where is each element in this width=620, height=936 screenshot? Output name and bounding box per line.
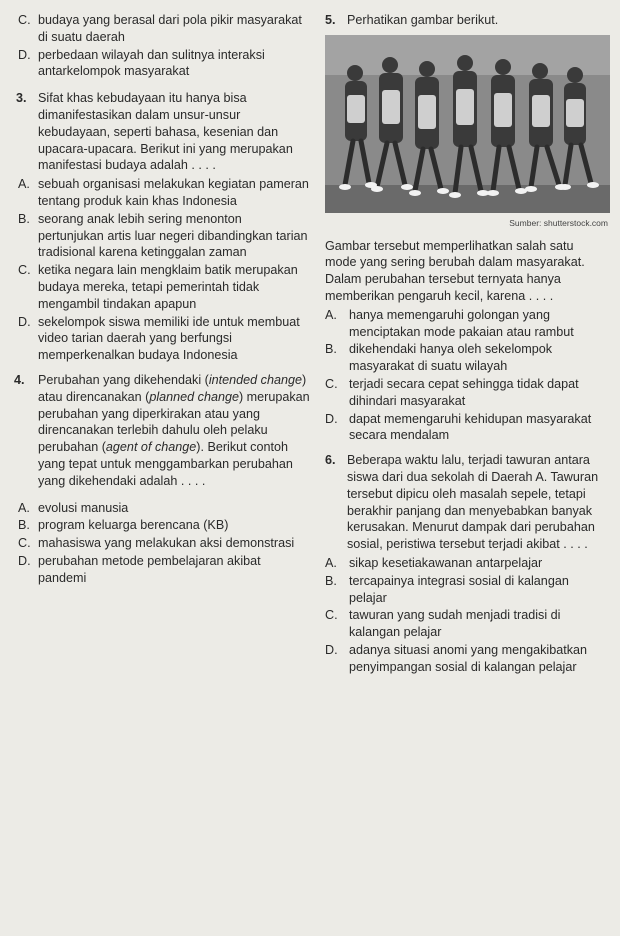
question-text-part: ) atau direncanakan (: [38, 372, 307, 404]
option-letter: B.: [18, 211, 30, 226]
option-letter: A.: [18, 500, 30, 515]
q2-option-c[interactable]: [10, 12, 310, 46]
question-text-italic: intended change: [208, 372, 302, 387]
question-5: [325, 12, 608, 29]
option-text: program keluarga berencana (KB): [38, 518, 229, 533]
option-text: sebuah organisasi melakukan kegiatan pameran tentang produk kain khas Indonesia: [38, 177, 309, 208]
option-text: adanya situasi anomi yang mengakibatkan penyimpangan sosial di kalangan pelajar: [349, 642, 588, 674]
q4-option-a[interactable]: [10, 500, 310, 517]
q6-option-c[interactable]: [325, 607, 608, 641]
q4-option-d[interactable]: [10, 553, 310, 587]
option-letter: D.: [18, 553, 31, 568]
q6-option-a[interactable]: [325, 555, 608, 572]
option-letter: A.: [18, 177, 30, 192]
option-text: evolusi manusia: [38, 500, 129, 515]
option-letter: C.: [325, 376, 338, 391]
question-text-part: ). Berikut contoh yang tepat untuk menggambarkan perubahan yang dikehendaki adalah . . . .: [38, 440, 293, 488]
q2-option-d[interactable]: [10, 47, 310, 81]
option-text: mahasiswa yang melakukan aksi demonstrasi: [38, 536, 295, 551]
option-letter: D.: [325, 411, 338, 426]
right-column: [325, 12, 608, 677]
option-letter: A.: [325, 555, 337, 570]
left-column: [10, 12, 310, 588]
q5-option-b[interactable]: [325, 341, 608, 375]
dancers-photo: [325, 35, 610, 213]
question-6: [325, 452, 608, 553]
question-text-italic: agent of change: [105, 440, 197, 455]
option-text: tawuran yang sudah menjadi tradisi di kalangan pelajar: [349, 608, 561, 640]
question-text-part: Perubahan yang dikehendaki (: [38, 372, 209, 387]
q5-option-c[interactable]: [325, 376, 608, 410]
option-text: budaya yang berasal dari pola pikir masyarakat di suatu daerah: [38, 13, 302, 44]
question-4: [10, 372, 310, 490]
question-text-italic: planned change: [149, 389, 239, 404]
option-text: sikap kesetiakawanan antarpelajar: [349, 555, 543, 570]
q4-option-c[interactable]: [10, 535, 310, 552]
q3-option-c[interactable]: [10, 262, 310, 312]
question-number: 6.: [325, 453, 336, 468]
question-number: 4.: [14, 372, 25, 387]
q4-option-b[interactable]: [10, 517, 310, 534]
question-3: [10, 90, 310, 174]
question-number: 3.: [16, 91, 27, 106]
question-5-text: Gambar tersebut memperlihatkan salah satu mode yang sering berubah dalam masyarakat. Dalam perubahan tersebut ternyata hanya memberikan pengaruh kecil, karena . . . .: [325, 238, 585, 303]
option-letter: C.: [18, 13, 31, 27]
question-text-part: ) merupakan perubahan yang diperkirakan atau yang direncanakan terlebih dahulu oleh pelaku perubahan (: [38, 389, 310, 455]
option-letter: C.: [18, 536, 31, 551]
option-text: dikehendaki hanya oleh sekelompok masyarakat di suatu wilayah: [349, 342, 553, 374]
question-prompt: Perhatikan gambar berikut.: [347, 13, 499, 27]
option-letter: B.: [18, 518, 30, 533]
q3-option-b[interactable]: [10, 211, 310, 261]
q5-option-a[interactable]: [325, 307, 608, 341]
option-letter: D.: [325, 642, 338, 657]
option-text: sekelompok siswa memiliki ide untuk membuat video tarian daerah yang berfungsi memperkenalkan budaya Indonesia: [38, 314, 300, 363]
option-text: ketika negara lain mengklaim batik merupakan budaya mereka, tetapi pemerintah tidak mengambil tindakan apapun: [38, 263, 298, 311]
option-text: tercapainya integrasi sosial di kalangan pelajar: [349, 573, 569, 605]
q6-option-b[interactable]: [325, 573, 608, 607]
option-letter: B.: [325, 573, 337, 588]
question-number: 5.: [325, 13, 336, 27]
option-letter: D.: [18, 314, 31, 329]
question-text: Beberapa waktu lalu, terjadi tawuran antara siswa dari dua sekolah di Daerah A. Tawuran tersebut dipicu oleh masalah sepele, tetapi berakhir panjang dan menyebabkan banyak kerusakan. Menurut dampak dari perubahan sosial, peristiwa tersebut terjadi akibat . . . .: [347, 453, 599, 552]
option-letter: C.: [325, 608, 338, 623]
option-letter: C.: [18, 263, 31, 278]
q3-option-a[interactable]: [10, 176, 310, 210]
option-text: terjadi secara cepat sehingga tidak dapat dihindari masyarakat: [349, 376, 579, 408]
image-credit: Sumber: shutterstock.com: [509, 217, 608, 228]
option-text: perubahan metode pembelajaran akibat pandemi: [38, 553, 261, 585]
option-letter: A.: [325, 307, 337, 322]
dancers-illustration: [325, 35, 610, 213]
q3-option-d[interactable]: [10, 314, 310, 364]
option-text: perbedaan wilayah dan sulitnya interaksi antarkelompok masyarakat: [38, 47, 265, 79]
q5-option-d[interactable]: [325, 411, 608, 445]
option-text: seorang anak lebih sering menonton pertunjukan artis luar negeri dibandingkan tarian tradisional karena ketinggalan zaman: [38, 211, 308, 260]
question-text: Sifat khas kebudayaan itu hanya bisa dimanifestasikan dalam unsur-unsur kebudayaan, seperti bahasa, kesenian dan upacara-upacara. Berikut ini yang merupakan manifestasi budaya adalah . . . .: [38, 91, 293, 173]
option-letter: B.: [325, 342, 337, 357]
option-letter: D.: [18, 47, 31, 62]
q6-option-d[interactable]: [325, 642, 608, 676]
option-text: hanya memengaruhi golongan yang menciptakan mode pakaian atau rambut: [349, 307, 574, 339]
option-text: dapat memengaruhi kehidupan masyarakat secara mendalam: [349, 411, 592, 443]
